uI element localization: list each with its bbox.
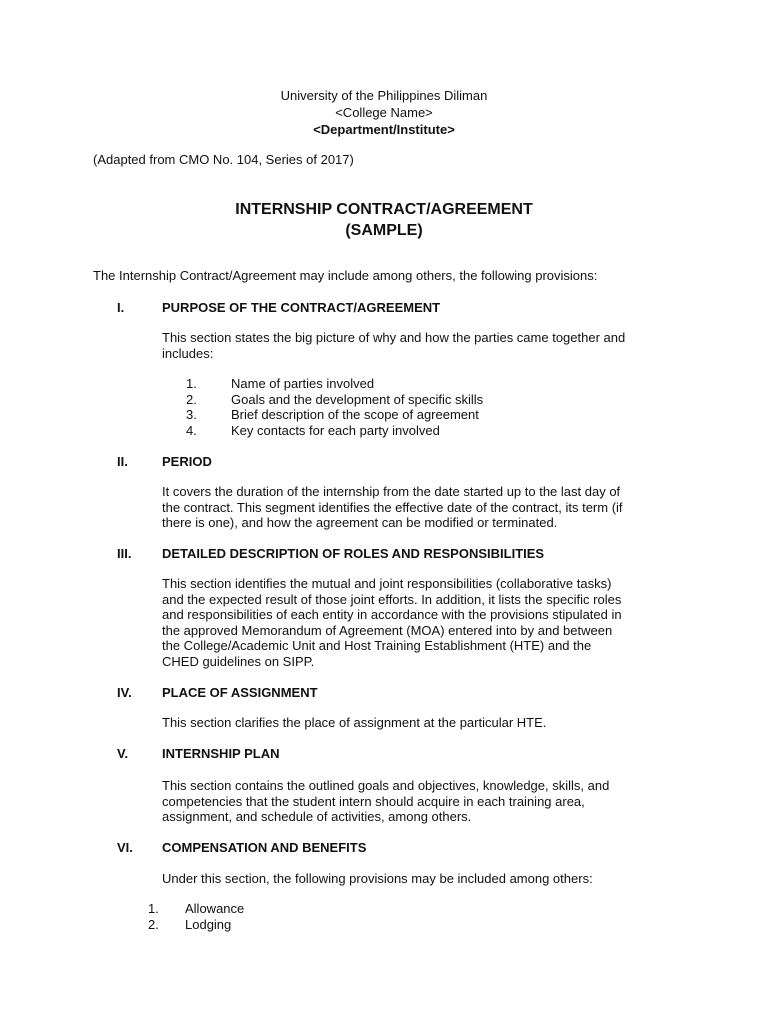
body-line: This section states the big picture of why and how the parties came together and: [162, 330, 626, 345]
department-name: <Department/Institute>: [313, 122, 455, 137]
section-number: III.: [117, 546, 132, 561]
section-body-purpose: [162, 330, 672, 361]
document-header: [0, 87, 768, 138]
title-line-2: (SAMPLE): [345, 222, 423, 239]
body-line: the approved Memorandum of Agreement (MOA) entered into by and between: [162, 622, 613, 638]
body-line: and responsibilities of each entity in accordance with the provisions stipulated in: [162, 607, 622, 622]
list-text: Lodging: [185, 916, 232, 932]
list-number: 1.: [186, 376, 197, 391]
body-line: This section identifies the mutual and joint responsibilities (collaborative tasks): [162, 576, 612, 591]
university-name: University of the Philippines Diliman: [280, 88, 488, 103]
list-item: [148, 901, 348, 917]
list-text: Name of parties involved: [231, 376, 375, 391]
section-number: V.: [117, 746, 129, 761]
document-title: [0, 199, 768, 241]
list-number: 2.: [148, 916, 159, 932]
list-number: 1.: [148, 901, 159, 916]
body-line: the contract. This segment identifies the effective date of the contract, its term (if: [162, 499, 623, 515]
list-item: [186, 392, 546, 408]
section-title: PERIOD: [162, 454, 212, 469]
list-text: Goals and the development of specific skills: [231, 391, 484, 407]
list-number: 2.: [186, 391, 197, 407]
intro-text: The Internship Contract/Agreement may include among others, the following provisions:: [93, 268, 598, 283]
body-line: CHED guidelines on SIPP.: [162, 653, 315, 669]
list-text: Key contacts for each party involved: [231, 422, 440, 438]
section-number: IV.: [117, 685, 132, 700]
list-text: Brief description of the scope of agreement: [231, 407, 479, 423]
body-line: Under this section, the following provisions may be included among others:: [162, 871, 593, 886]
list-text: Allowance: [185, 901, 245, 916]
section-title: PURPOSE OF THE CONTRACT/AGREEMENT: [162, 300, 441, 315]
section-body-plan: [162, 778, 672, 825]
college-name: <College Name>: [335, 105, 433, 120]
compensation-list: [148, 901, 348, 932]
section-title: COMPENSATION AND BENEFITS: [162, 840, 367, 855]
section-body-compensation: [162, 871, 672, 887]
section-title: PLACE OF ASSIGNMENT: [162, 685, 318, 700]
title-line-1: INTERNSHIP CONTRACT/AGREEMENT: [235, 201, 533, 218]
section-body-place: [162, 715, 672, 731]
list-item: [186, 376, 546, 392]
section-body-period: [162, 484, 672, 531]
section-title: DETAILED DESCRIPTION OF ROLES AND RESPONSIBILITIES: [162, 546, 545, 561]
section-title: INTERNSHIP PLAN: [162, 746, 280, 761]
adapted-note: (Adapted from CMO No. 104, Series of 2017): [93, 152, 354, 167]
body-line: there is one), and how the agreement can be modified or terminated.: [162, 515, 558, 530]
body-line: the College/Academic Unit and Host Training Establishment (HTE) and the: [162, 638, 592, 653]
list-item: [186, 423, 546, 439]
purpose-list: [186, 376, 546, 438]
body-line: and the expected result of those joint efforts. In addition, it lists the specific roles: [162, 591, 622, 607]
section-number: VI.: [117, 840, 133, 855]
body-line: assignment, and schedule of activities, among others.: [162, 809, 472, 824]
body-line: It covers the duration of the internship from the date started up to the last day of: [162, 484, 621, 499]
body-line: This section contains the outlined goals and objectives, knowledge, skills, and: [162, 778, 610, 793]
section-number: II.: [117, 454, 128, 469]
body-line: competencies that the student intern should acquire in each training area,: [162, 793, 585, 809]
section-number: I.: [117, 300, 125, 315]
list-item: [186, 407, 546, 423]
body-line: This section clarifies the place of assignment at the particular HTE.: [162, 715, 547, 730]
list-number: 3.: [186, 407, 197, 423]
section-body-roles: [162, 576, 672, 669]
list-item: [148, 917, 348, 933]
list-number: 4.: [186, 422, 197, 438]
body-line: includes:: [162, 345, 214, 361]
